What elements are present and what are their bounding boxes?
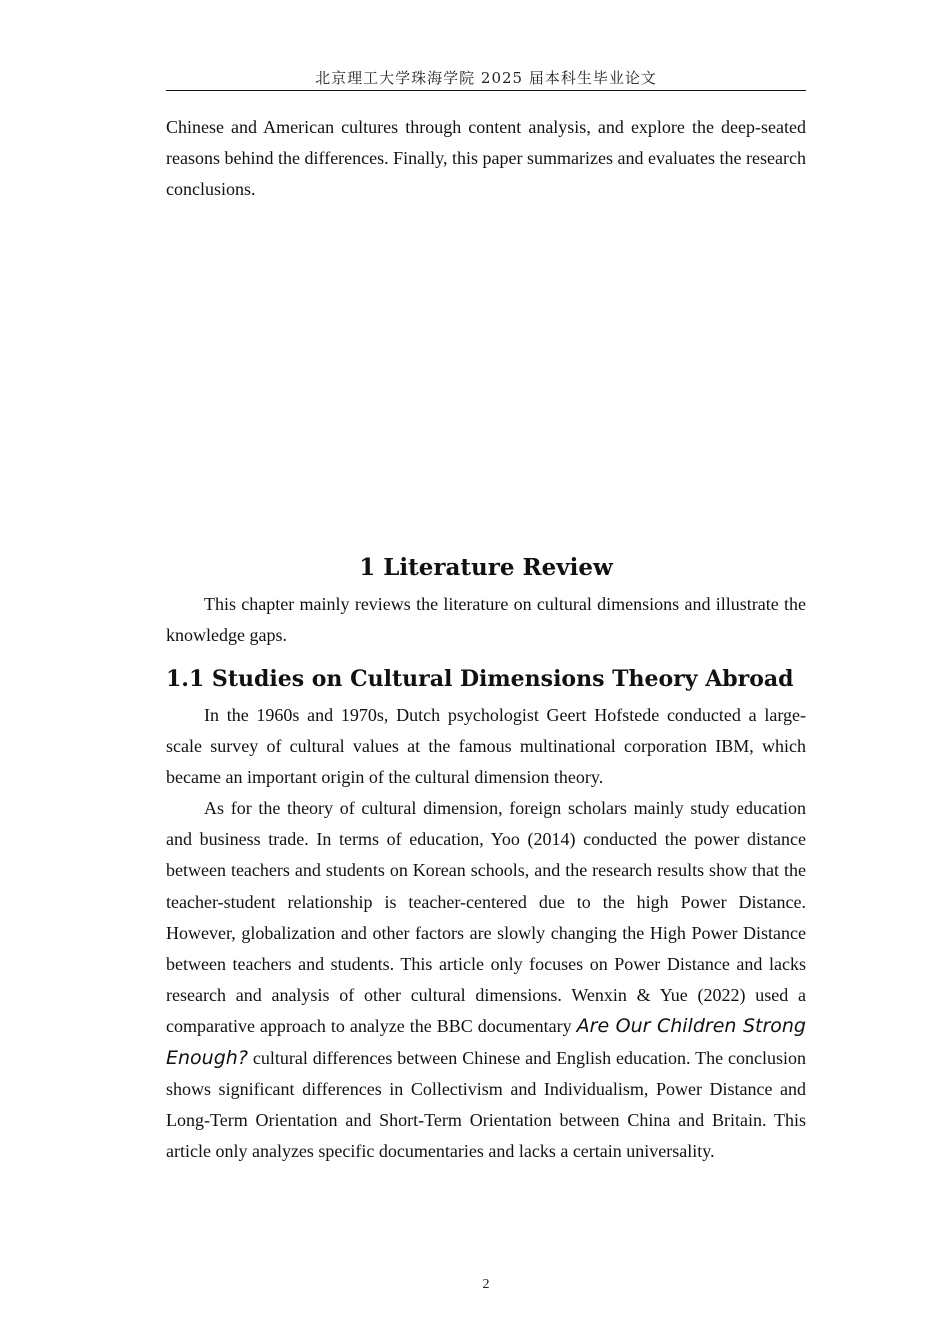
hofstede-paragraph: In the 1960s and 1970s, Dutch psychologist Geert Hofstede conducted a large-scale survey of cultural values at the famous multinational corporation IBM, which became an important origin of the cultural dimension theory. (166, 705, 806, 788)
scholars-paragraph-text-1: As for the theory of cultural dimension, foreign scholars mainly study education and business trade. In terms of education, Yoo (2014) conducted the power distance between teachers and students on Korean schools, and the research results show that the teacher-student relationship is teacher-centered due to the high Power Distance. However, globalization and other factors are slowly changing the High Power Distance between teachers and students. This article only focuses on Power Distance and lacks research and analysis of other cultural dimensions. Wenxin & Yue (2022) used a comparative approach to analyze the BBC documentary (166, 798, 806, 1037)
chapter-title: 1 Literature Review (359, 554, 613, 581)
documentary-title: Are Our Children Strong Enough? (166, 1015, 806, 1069)
page-number: 2 (482, 1277, 490, 1292)
header-rule (166, 90, 806, 91)
section-title: 1.1 Studies on Cultural Dimensions Theory Abroad (166, 666, 794, 692)
scholars-paragraph-text-2: cultural differences between Chinese and English education. The conclusion shows significant differences in Collectivism and Individualism, Power Distance and Long-Term Orientation and Short-Term Orientation between China and Britain. This article only analyzes specific documentaries and lacks a certain universality. (166, 1047, 806, 1162)
intro-continuation-paragraph: Chinese and American cultures through content analysis, and explore the deep-seated reasons behind the differences. Finally, this paper summarizes and evaluates the research conclusions. (166, 117, 806, 200)
scholars-paragraph (166, 793, 806, 1167)
running-header: 北京理工大学珠海学院 2025 届本科生毕业论文 (315, 69, 657, 87)
chapter-intro-paragraph: This chapter mainly reviews the literature on cultural dimensions and illustrate the knowledge gaps. (166, 594, 806, 646)
